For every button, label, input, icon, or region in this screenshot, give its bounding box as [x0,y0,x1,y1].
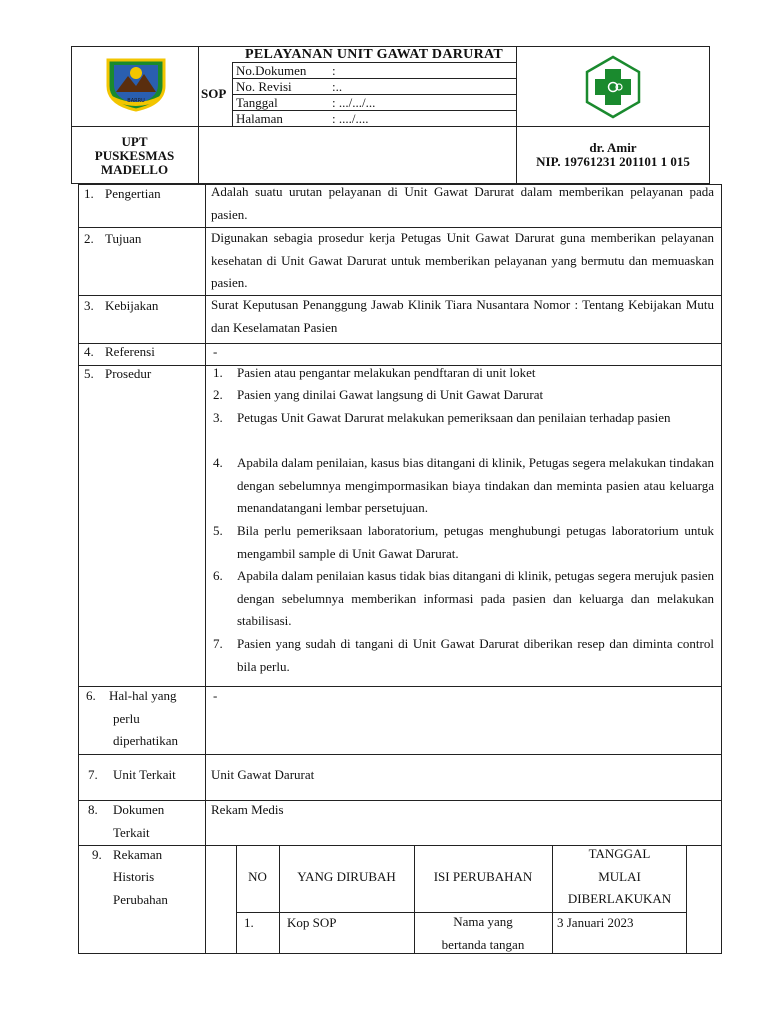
section-1-label: Pengertian [105,186,161,201]
row-line-3 [78,343,722,344]
section-6-label-line-1: Hal-hal yang [109,688,177,703]
history-row-no: 1. [244,915,254,930]
procedure-step-text: Pasien atau pengantar melakukan pendftaran di unit loket [237,365,536,380]
institution-line-1: UPT [121,134,148,149]
history-header-tanggal-3: DIBERLAKUKAN [567,891,672,906]
section-7-text: Unit Gawat Darurat [211,767,315,782]
history-header-tanggal-2: MULAI [598,869,641,884]
field-label-halaman: Halaman [236,111,283,126]
history-header-tanggal-1: TANGGAL [588,846,651,861]
section-9-label-line-2: Historis [113,869,155,884]
page-title: PELAYANAN UNIT GAWAT DARURAT [245,47,503,62]
procedure-step-text: Apabila dalam penilaian kasus tidak bias ditangani di klinik, petugas segera merujuk pasien dengan sebelumnya memberikan informasi pada pasien dan keluarga dan melakukan stabilisasi. [237,568,714,628]
section-6-label-line-2: perlu [113,711,140,726]
history-row-yang-dirubah: Kop SOP [287,915,337,930]
svg-text:BARRU: BARRU [127,98,145,104]
section-6-label-line-3: diperhatikan [113,733,178,748]
section-5-label: Prosedur [105,366,152,381]
history-row-tanggal: 3 Januari 2023 [557,915,634,930]
barru-logo [102,56,170,112]
section-8-label-line-1: Dokumen [113,802,165,817]
field-value-no-dokumen: : [332,63,336,78]
section-9-label-line-3: Perubahan [113,892,168,907]
section-1-num: 1. [84,186,94,201]
label-column-divider [205,184,206,954]
row-line-7 [78,800,722,801]
procedure-step-number: 7. [213,636,223,651]
section-3-label: Kebijakan [105,298,159,313]
procedure-step-text: Pasien yang sudah di tangani di Unit Gawat Darurat diberikan resep dan diminta control bila perlu. [237,636,714,674]
puskesmas-logo [581,55,645,119]
row-line-6 [78,754,722,755]
procedure-step-number: 1. [213,365,223,380]
section-8-num: 8. [88,802,98,817]
procedure-step [213,362,714,385]
field-value-no-revisi: :.. [332,79,343,94]
section-2-text: Digunakan sebagia prosedur kerja Petugas Unit Gawat Darurat guna memberikan pelayanan kesehatan di Unit Gawat Darurat untuk memberikan pelayanan yang bermutu dan memuaskan pasien. [211,230,714,290]
procedure-step-text: Petugas Unit Gawat Darurat melakukan pemeriksaan dan penilaian terhadap pasien [237,410,671,425]
procedure-step-text: Bila perlu pemeriksaan laboratorium, petugas menghubungi petugas laboratorium untuk mengambil sample di Unit Gawat Darurat. [237,523,714,561]
sop-label: SOP [201,86,227,101]
row-line-5 [78,686,722,687]
section-2-label: Tujuan [105,231,142,246]
signer-name: dr. Amir [589,140,637,155]
signer-nip: NIP. 19761231 201101 1 015 [536,154,690,169]
history-header-yang-dirubah: YANG DIRUBAH [297,869,396,884]
procedure-step [213,384,714,407]
history-row-isi-line-1: Nama yang [453,914,513,929]
procedure-step [213,407,714,452]
procedure-step [213,520,714,565]
field-label-no-revisi: No. Revisi [236,79,292,94]
section-9-label-line-1: Rekaman [113,847,163,862]
header-divider-mid [71,126,710,127]
field-label-tanggal: Tanggal [236,95,278,110]
section-9-num: 9. [92,847,102,862]
section-4-text: - [213,344,218,359]
section-3-num: 3. [84,298,94,313]
procedure-step [213,452,714,520]
section-4-label: Referensi [105,344,155,359]
procedure-step [213,633,714,678]
section-1-text: Adalah suatu urutan pelayanan di Unit Gawat Darurat dalam memberikan pelayanan pada pasien. [211,184,714,222]
section-7-label: Unit Terkait [113,767,176,782]
section-2-num: 2. [84,231,94,246]
procedure-step [213,565,714,633]
institution-line-3: MADELLO [100,162,169,177]
procedure-step-number: 3. [213,410,223,425]
history-row-isi-line-2: bertanda tangan [441,937,525,952]
section-5-num: 5. [84,366,94,381]
section-4-num: 4. [84,344,94,359]
procedure-step-number: 5. [213,523,223,538]
history-header-no: NO [248,869,267,884]
field-label-no-dokumen: No.Dokumen [236,63,307,78]
section-8-text: Rekam Medis [211,802,284,817]
procedure-step-number: 4. [213,455,223,470]
procedure-step-number: 2. [213,387,223,402]
section-7-num: 7. [88,767,98,782]
institution-line-2: PUSKESMAS [94,148,175,163]
header-divider-left [198,46,199,184]
section-3-text: Surat Keputusan Penanggung Jawab Klinik Tiara Nusantara Nomor : Tentang Kebijakan Mutu dan Keselamatan Pasien [211,297,714,335]
section-6-text: - [213,688,218,703]
section-6-num: 6. [86,688,96,703]
section-8-label-line-2: Terkait [113,825,150,840]
field-value-tanggal: : .../.../... [332,95,376,110]
history-col-1 [279,845,280,954]
procedure-step-text: Apabila dalam penilaian, kasus bias ditangani di klinik, Petugas segera melakukan tindakan dengan sebelumnya mengimpormasikan biaya tindakan dan meminta pasien atau keluarga menandatangani lembar persetujuan. [237,455,714,515]
history-header-isi-perubahan: ISI PERUBAHAN [433,869,533,884]
procedure-step-text: Pasien yang dinilai Gawat langsung di Unit Gawat Darurat [237,387,544,402]
procedure-step-number: 6. [213,568,223,583]
field-value-halaman: : ..../.... [332,111,369,126]
